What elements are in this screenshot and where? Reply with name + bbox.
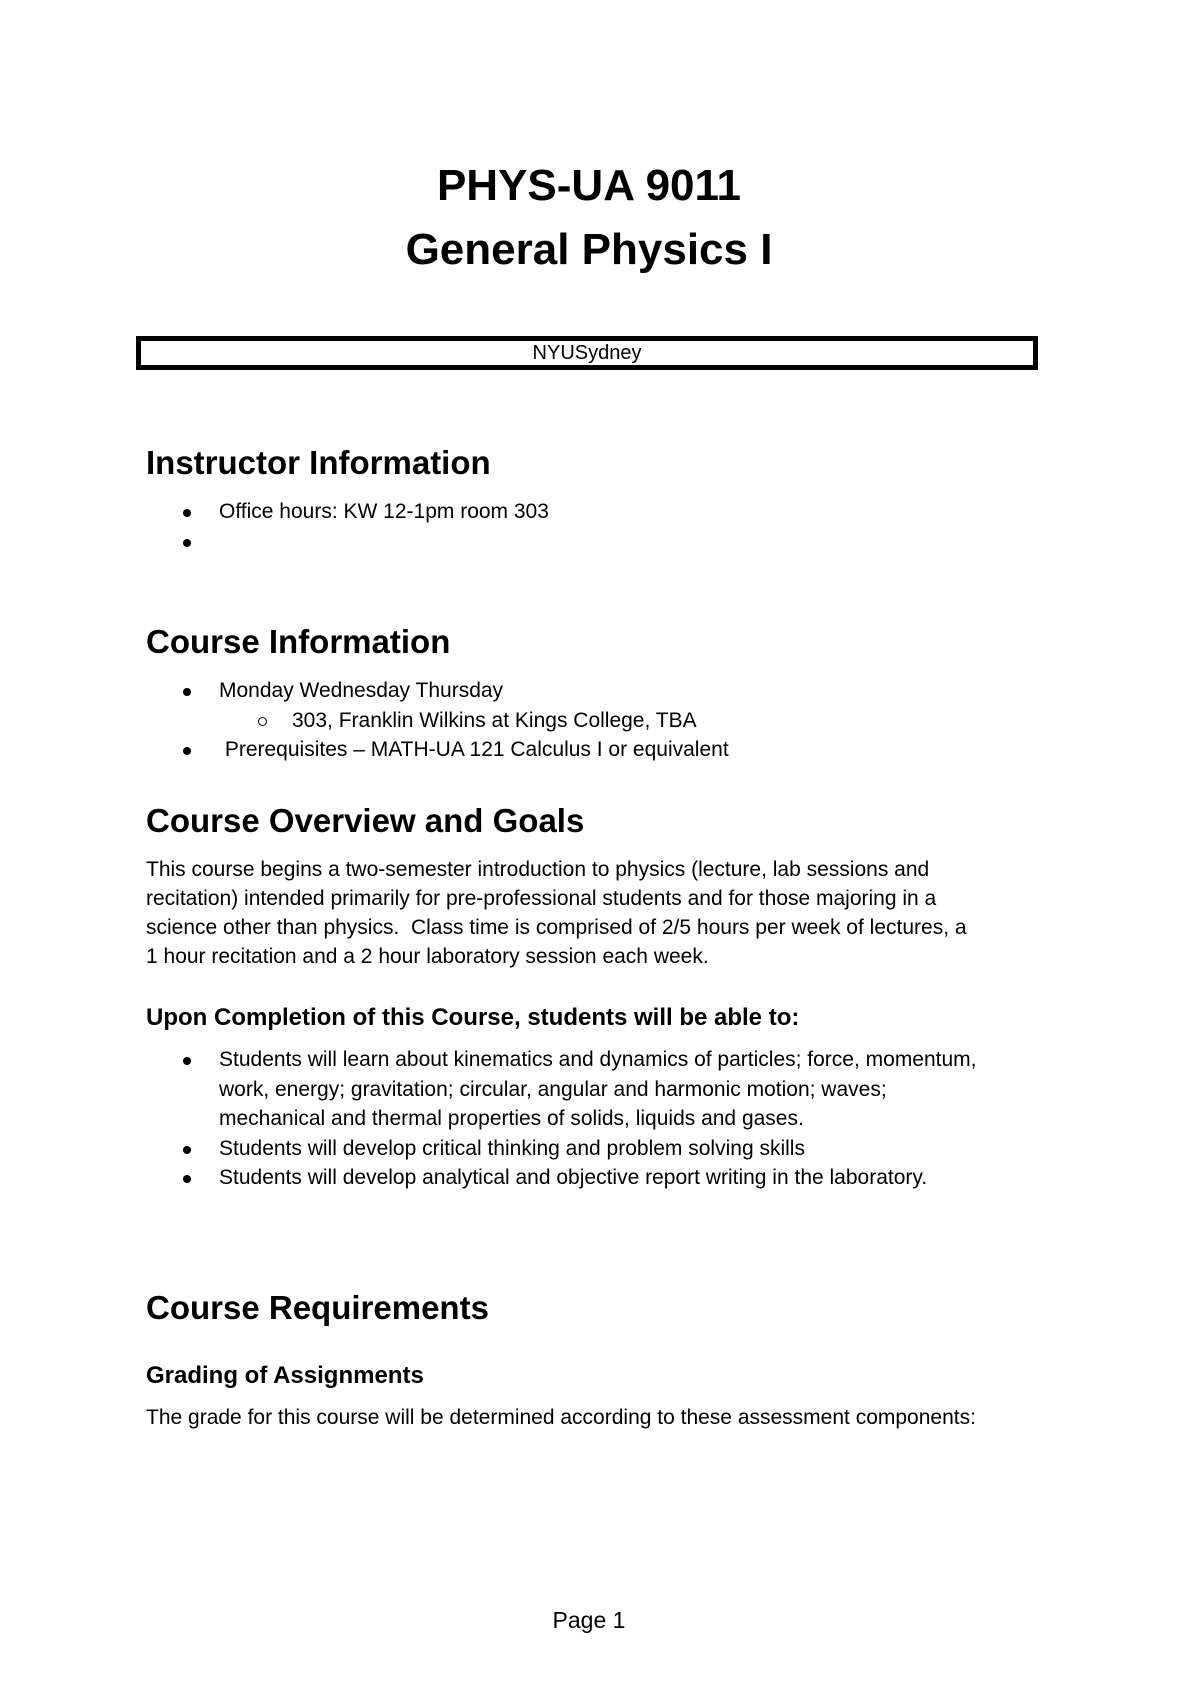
outcomes-list [146,1045,977,1193]
list-item [146,497,549,527]
outcomes-heading: Upon Completion of this Course, students will be able to: [146,1004,800,1031]
list-item [146,1045,977,1134]
list-item [146,527,549,557]
circle-bullet-icon [258,717,267,726]
bullet-icon [183,747,191,755]
list-item [146,735,729,765]
course-info-list [146,676,729,765]
instructor-heading: Instructor Information [146,444,491,481]
grading-text: The grade for this course will be determined according to these assessment components: [146,1406,976,1429]
list-item [146,1134,977,1164]
overview-heading: Course Overview and Goals [146,802,585,839]
bullet-icon [183,509,191,517]
bullet-icon [183,1146,191,1154]
paragraph-line: recitation) intended primarily for pre-professional students and for those majoring in a [146,887,937,910]
paragraph-line: This course begins a two-semester introduction to physics (lecture, lab sessions and [146,858,930,881]
prerequisites: Prerequisites – MATH-UA 121 Calculus I or equivalent [219,738,729,761]
location: 303, Franklin Wilkins at Kings College, TBA [292,708,697,732]
bullet-icon [183,688,191,696]
paragraph-line: 1 hour recitation and a 2 hour laboratory session each week. [146,945,709,968]
list-item [146,676,729,706]
grading-heading: Grading of Assignments [146,1362,424,1389]
overview-paragraph [146,855,1046,971]
list-item [146,706,729,736]
outcome-line: Students will learn about kinematics and dynamics of particles; force, momentum, [219,1048,977,1071]
bullet-icon [183,1057,191,1065]
course-info-heading: Course Information [146,623,451,660]
course-code: PHYS-UA 9011 [436,161,742,210]
instructor-list [146,497,549,556]
page-number: Page 1 [552,1607,626,1633]
list-item [146,1163,977,1193]
schedule-days: Monday Wednesday Thursday [219,679,504,702]
outcome-critical-thinking: Students will develop critical thinking and problem solving skills [219,1136,805,1160]
requirements-heading: Course Requirements [146,1289,489,1326]
paragraph-line: science other than physics. Class time is comprised of 2/5 hours per week of lectures, a [146,916,967,939]
outcome-report-writing: Students will develop analytical and objective report writing in the laboratory. [219,1166,928,1189]
bullet-icon [183,1175,191,1183]
campus-banner: NYUSydney [136,336,1038,370]
bullet-icon [183,539,191,547]
course-title: General Physics I [405,225,773,274]
outcome-line: mechanical and thermal properties of solids, liquids and gases. [219,1107,804,1130]
outcome-line: work, energy; gravitation; circular, angular and harmonic motion; waves; [219,1077,887,1101]
office-hours: Office hours: KW 12-1pm room 303 [219,500,549,523]
